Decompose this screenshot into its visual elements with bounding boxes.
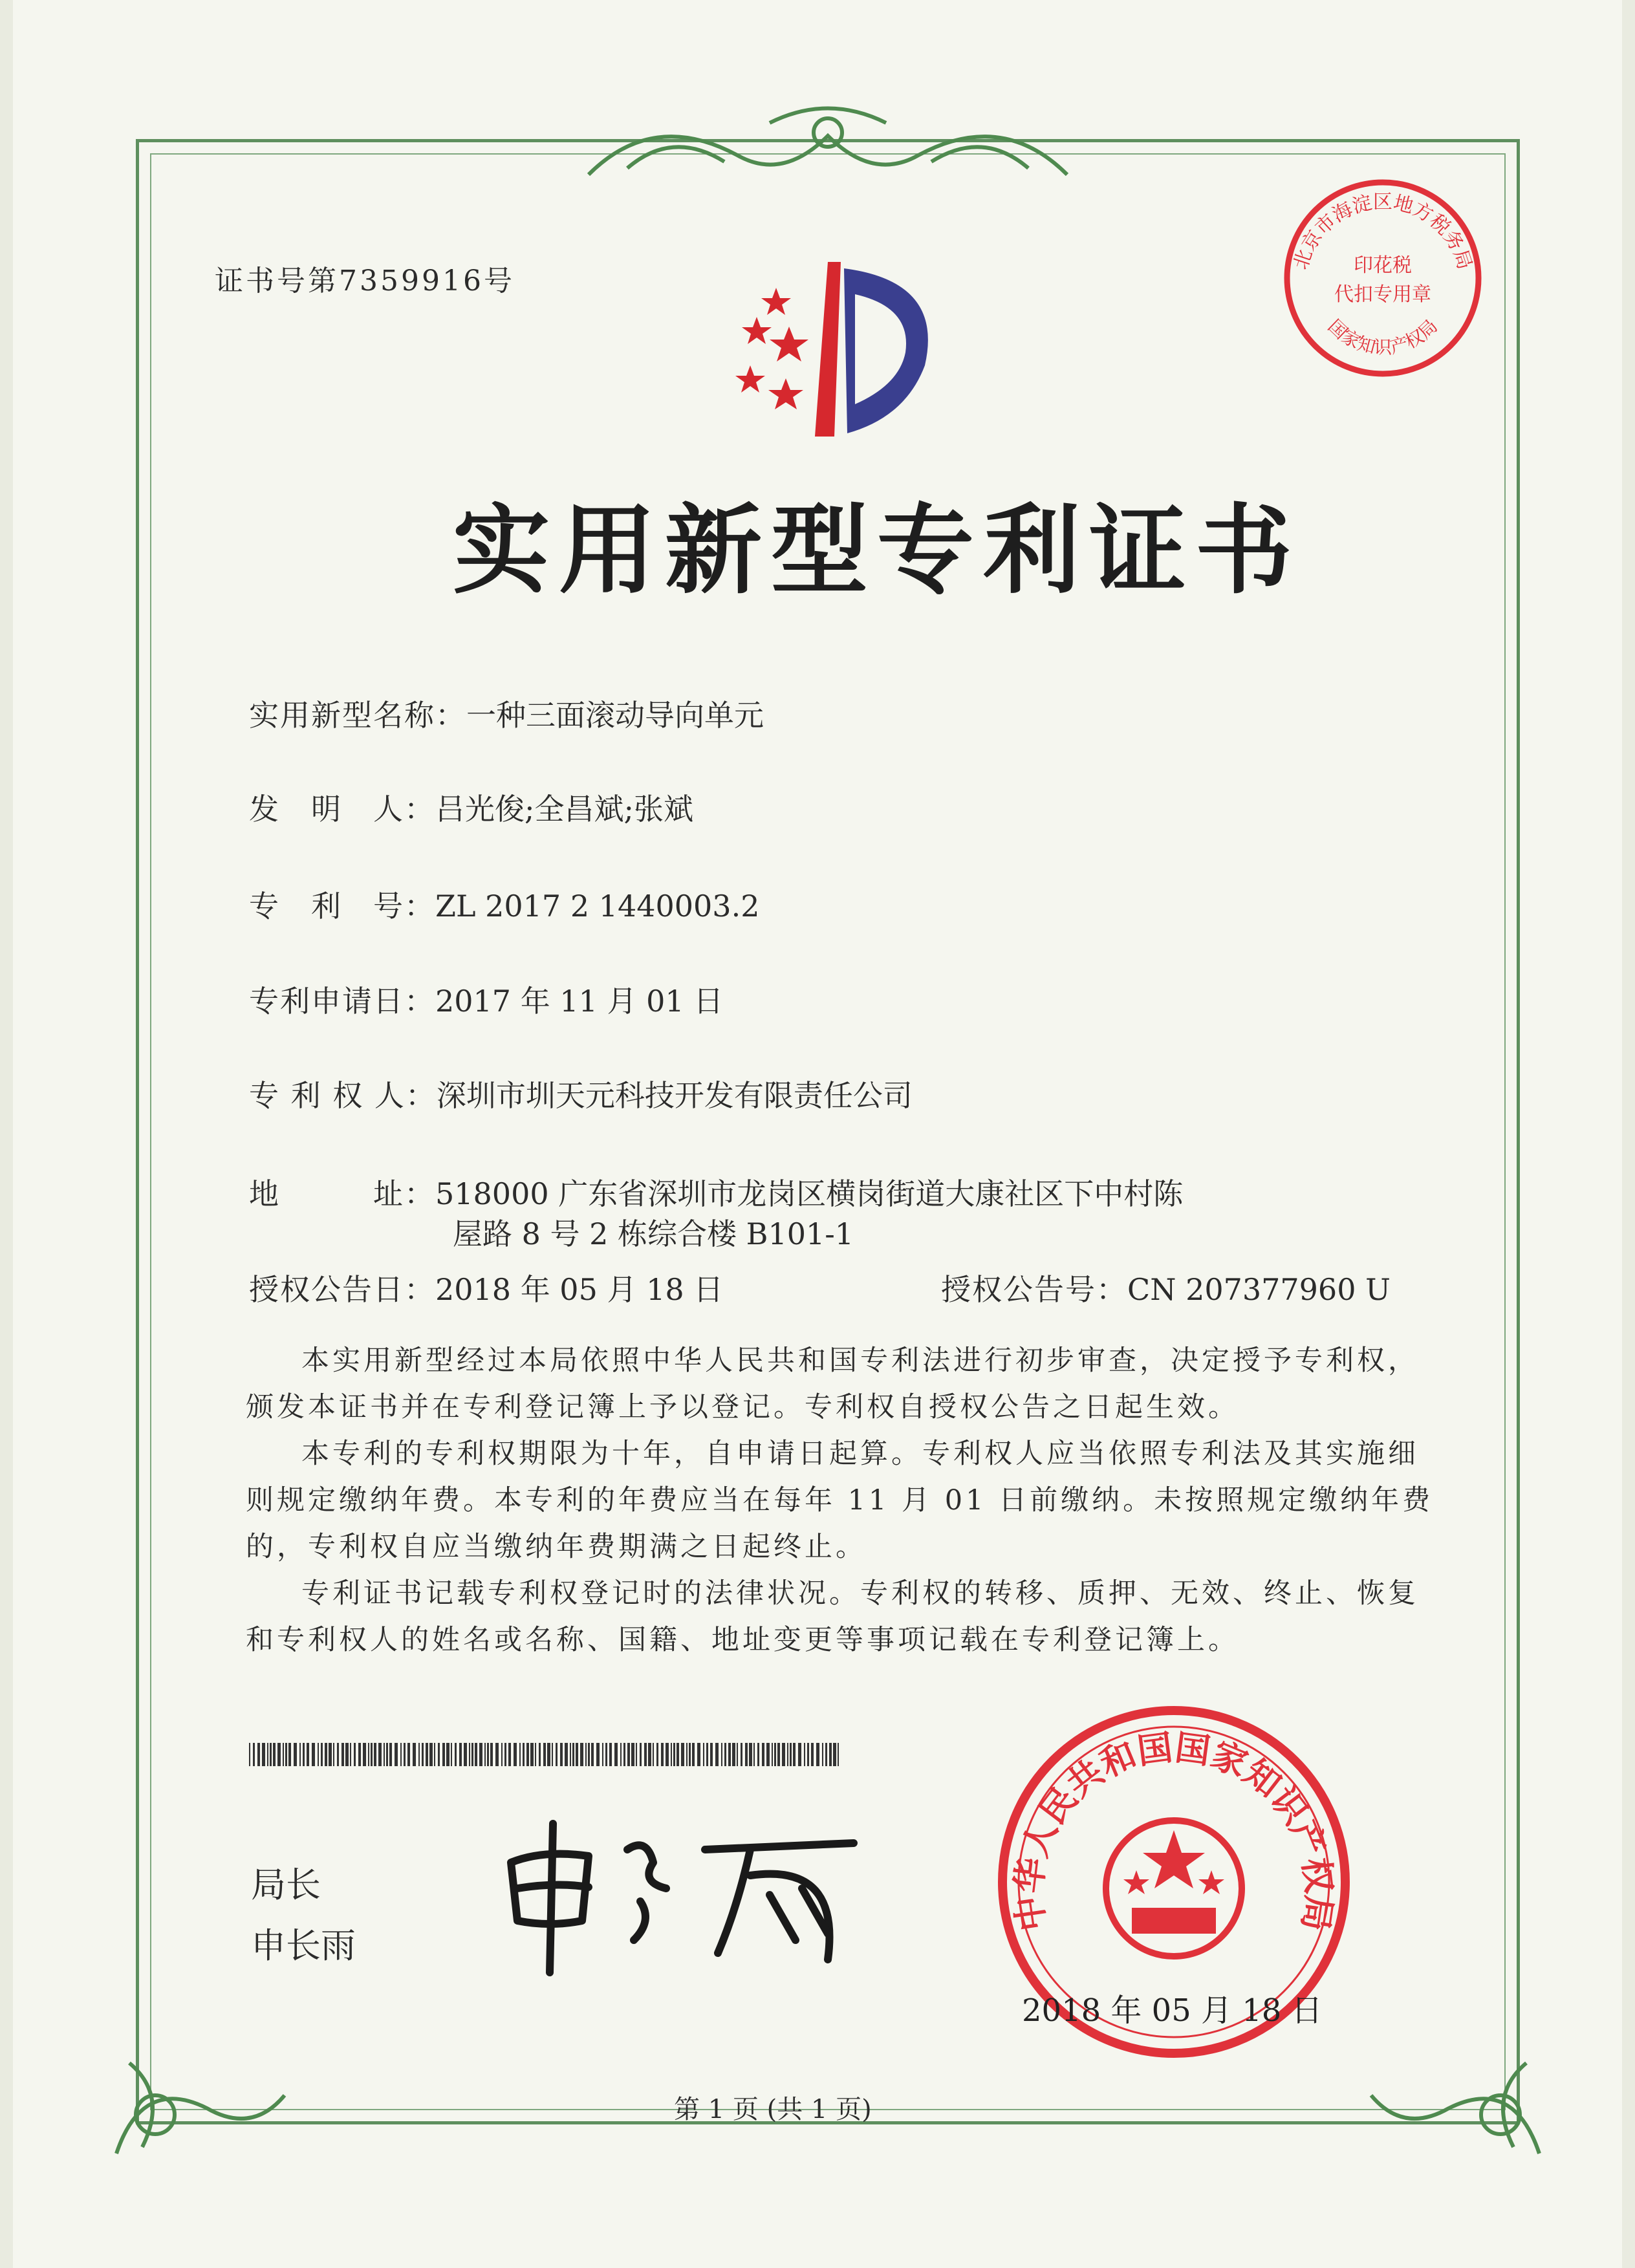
- utility-model-name-value: 一种三面滚动导向单元: [466, 698, 764, 733]
- filing-date-row: [249, 978, 723, 1021]
- patentee-label: 专 利 权 人：: [249, 1078, 437, 1113]
- top-ornament: [576, 97, 1080, 188]
- stamp-line-1: 印花税: [1354, 254, 1412, 277]
- filing-date-label: 专利申请日：: [249, 984, 435, 1019]
- seal-org-text: 中华人民共和国国家知识产权局: [1008, 1727, 1340, 1934]
- grant-date-value: 2018 年 05 月 18 日: [435, 1272, 724, 1307]
- grant-date-row: [249, 1266, 723, 1309]
- barcode: [249, 1743, 844, 1766]
- paragraph-1: 本实用新型经过本局依照中华人民共和国专利法进行初步审查，决定授予专利权，颁发本证书并在专利登记簿上予以登记。专利权自授权公告之日起生效。: [246, 1345, 1419, 1423]
- grant-number-row: [941, 1266, 1391, 1309]
- stamp-line-2: 代扣专用章: [1334, 283, 1431, 306]
- inventor-value: 吕光俊;全昌斌;张斌: [435, 792, 693, 826]
- cnipa-logo-icon: [711, 255, 951, 443]
- svg-text:国家知识产权局: [1324, 316, 1442, 358]
- signature-title: 局长: [251, 1864, 321, 1905]
- grant-number-value: CN 207377960 U: [1127, 1272, 1391, 1307]
- certificate-number: 证书号第7359916号: [215, 265, 515, 297]
- page-number: 第 1 页 (共 1 页): [674, 2095, 872, 2124]
- tax-stamp-icon: [1279, 175, 1486, 382]
- filing-date-value: 2017 年 11 月 01 日: [435, 984, 724, 1019]
- stamp-org-text: 北京市海淀区地方税务局: [1289, 191, 1477, 273]
- seal-date: 2018 年 05 月 18 日: [1022, 1993, 1323, 2029]
- grant-date-label: 授权公告日：: [249, 1272, 435, 1307]
- address-row: [249, 1171, 1183, 1213]
- page-title: 实用新型专利证书: [453, 495, 1302, 607]
- utility-model-name-label: 实用新型名称：: [249, 698, 466, 733]
- signature-name: 申长雨: [251, 1925, 356, 1966]
- grant-number-label: 授权公告号：: [941, 1272, 1127, 1307]
- patent-number-value: ZL 2017 2 1440003.2: [435, 889, 760, 923]
- address-line-1: 518000 广东省深圳市龙岗区横岗街道大康社区下中村陈: [435, 1176, 1184, 1211]
- address-label: 地 址：: [249, 1176, 435, 1211]
- patentee-row: [249, 1072, 913, 1115]
- bottom-right-ornament: [1358, 2037, 1552, 2166]
- paragraph-3: 专利证书记载专利权登记时的法律状况。专利权的转移、质押、无效、终止、恢复和专利权人的姓名或名称、国籍、地址变更等事项记载在专利登记簿上。: [246, 1577, 1419, 1656]
- inventor-row: [249, 786, 693, 828]
- address-line-2: 屋路 8 号 2 栋综合楼 B101-1: [453, 1216, 854, 1251]
- stamp-bottom-text: 国家知识产权局: [1323, 315, 1442, 358]
- patent-number-label: 专 利 号：: [249, 889, 435, 923]
- inventor-label: 发 明 人：: [249, 792, 435, 826]
- utility-model-name-row: [249, 692, 764, 735]
- handwritten-signature: [492, 1811, 880, 1979]
- paragraph-2: 本专利的专利权期限为十年，自申请日起算。专利权人应当依照专利法及其实施细则规定缴纳年费。本专利的年费应当在每年 11 月 01 日前缴纳。未按照规定缴纳年费的，专利权自应当缴纳年费期满之日起终止。: [246, 1438, 1434, 1563]
- patent-number-row: [249, 883, 759, 925]
- bottom-left-ornament: [103, 2037, 298, 2166]
- patentee-value: 深圳市圳天元科技开发有限责任公司: [436, 1078, 913, 1113]
